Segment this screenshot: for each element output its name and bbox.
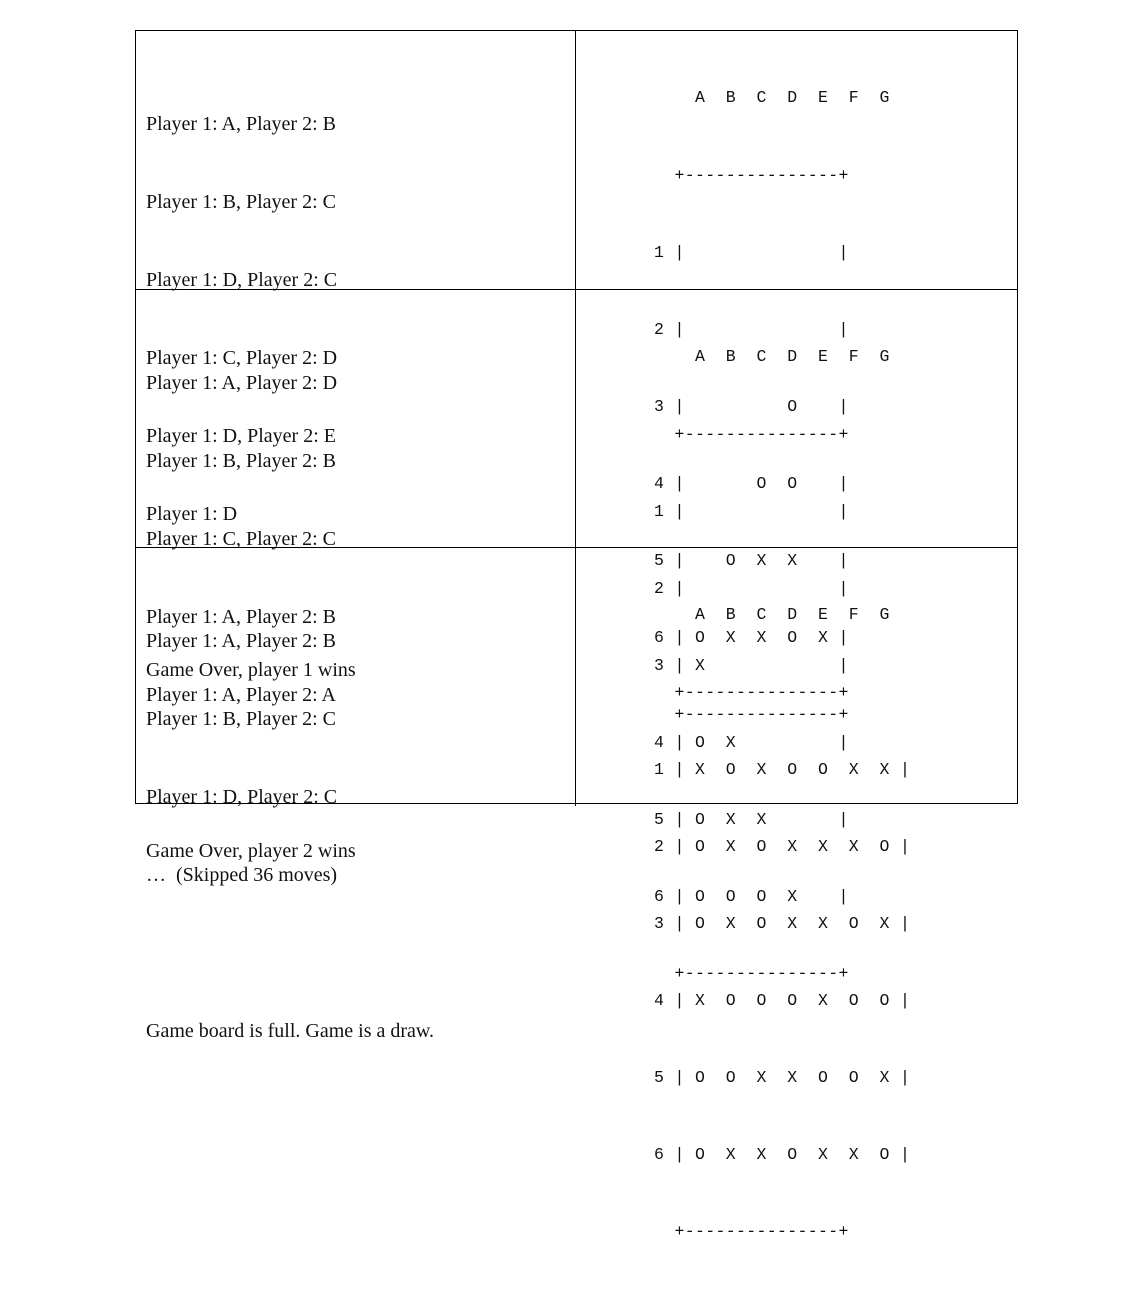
move-line: Player 1: A, Player 2: D xyxy=(146,372,338,394)
games-table xyxy=(135,30,1018,1242)
move-line: Player 1: C, Player 2: D xyxy=(146,347,338,369)
board-row: 1 | | xyxy=(654,501,849,521)
board-top-border: +---------------+ xyxy=(654,424,849,444)
board-row: 2 | O X O X X X O | xyxy=(654,836,911,856)
move-line: Player 1: C, Player 2: C xyxy=(146,528,336,550)
board-column-header: A B C D E F G xyxy=(654,605,890,625)
move-line: Player 1: B, Player 2: C xyxy=(146,708,336,730)
board-top-border: +---------------+ xyxy=(654,165,849,185)
board-row: 5 | O O X X O O X | xyxy=(654,1067,911,1087)
board-row: 4 | O X | xyxy=(654,732,849,752)
move-line: Player 1: D, Player 2: E xyxy=(146,425,336,447)
move-line: Player 1: A, Player 2: A xyxy=(146,684,336,706)
board-row: 6 | O X X O X X O | xyxy=(654,1145,911,1165)
board-row: 2 | | xyxy=(654,578,849,598)
board-row: 4 | O O | xyxy=(654,473,849,493)
move-line: Player 1: D, Player 2: C xyxy=(146,786,338,808)
move-line: … (Skipped 36 moves) xyxy=(146,864,338,886)
board-row: 1 | X O X O O X X | xyxy=(654,759,911,779)
move-line: Player 1: A, Player 2: B xyxy=(146,606,336,628)
board-row: 3 | O | xyxy=(654,396,849,416)
board-row: 4 | X O O O X O O | xyxy=(654,990,911,1010)
moves-list xyxy=(146,576,434,1096)
move-line: Player 1: A, Player 2: B xyxy=(146,630,336,652)
game-result: Game board is full. Game is a draw. xyxy=(146,1020,435,1042)
board-row: 6 | O O O X | xyxy=(654,887,849,907)
move-line: Player 1: A, Player 2: B xyxy=(146,113,336,135)
game-board xyxy=(654,551,910,1296)
move-line: Player 1: D, Player 2: C xyxy=(146,269,338,291)
board-row: 5 | O X X | xyxy=(654,809,849,829)
move-line: Player 1: B, Player 2: C xyxy=(146,191,336,213)
board-column-header: A B C D E F G xyxy=(654,88,890,108)
board-bottom-border: +---------------+ xyxy=(654,964,849,984)
board-row: 3 | X | xyxy=(654,655,849,675)
board-bottom-border: +---------------+ xyxy=(654,1222,849,1242)
game-result: Game Over, player 2 wins xyxy=(146,840,356,862)
board-top-border: +---------------+ xyxy=(654,682,849,702)
board-row: 6 | O X X O X | xyxy=(654,628,849,648)
board-bottom-border: +---------------+ xyxy=(654,705,849,725)
board-column-header: A B C D E F G xyxy=(654,347,890,367)
board-row: 3 | O X O X X O X | xyxy=(654,913,911,933)
board-row: 5 | O X X | xyxy=(654,550,849,570)
board-row: 1 | | xyxy=(654,242,849,262)
game-result: Game Over, player 1 wins xyxy=(146,659,356,681)
move-line: Player 1: B, Player 2: B xyxy=(146,450,336,472)
move-line: Player 1: D xyxy=(146,503,238,525)
board-row: 2 | | xyxy=(654,319,849,339)
